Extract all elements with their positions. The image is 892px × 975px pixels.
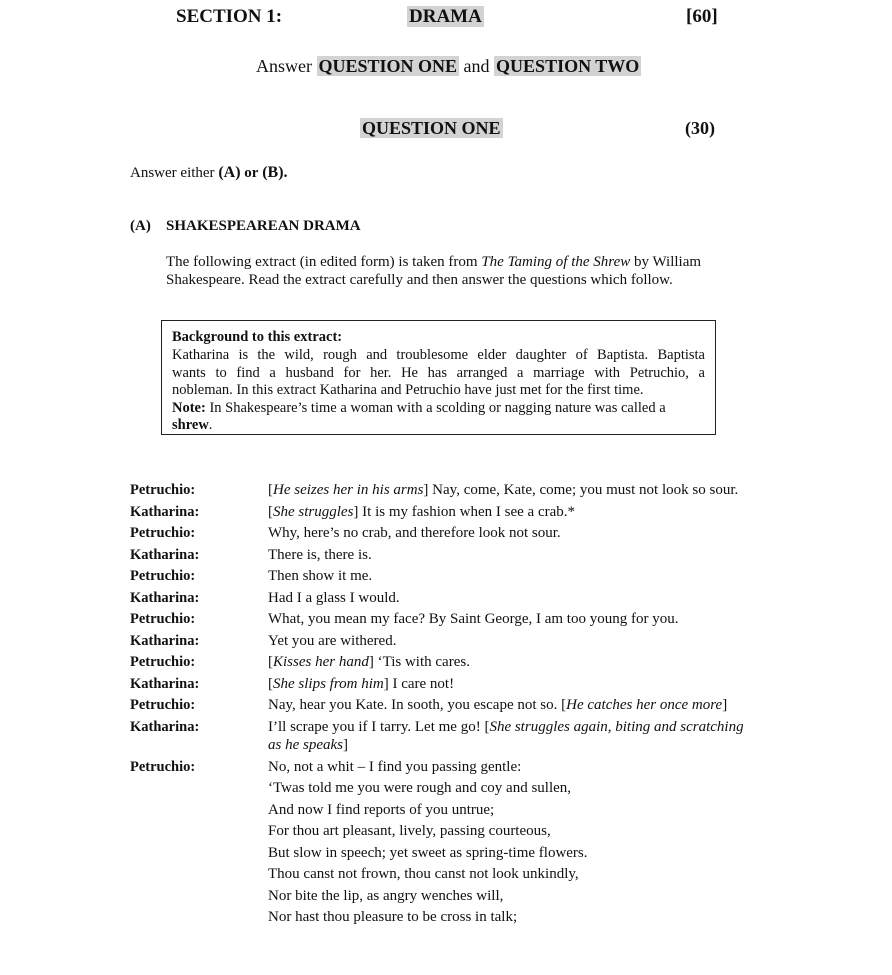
- stage-direction: She slips from him: [273, 676, 384, 692]
- section-title: [407, 6, 484, 28]
- choice-prefix: Answer either: [130, 165, 215, 181]
- line-text: It is my fashion when I see a crab.*: [358, 504, 576, 520]
- background-line-1: Katharina is the wild, rough and troublesome elder daughter of Baptista. Baptista: [172, 347, 705, 363]
- speaker-label: Katharina:: [130, 676, 200, 692]
- dialogue-line: But slow in speech; yet sweet as spring-time flowers.: [268, 845, 588, 861]
- speaker-label: Petruchio:: [130, 759, 196, 775]
- stage-direction: as he speaks: [268, 737, 343, 753]
- question-title-text: QUESTION ONE: [362, 118, 501, 138]
- section-title-text: DRAMA: [409, 6, 482, 27]
- dialogue-line: There is, there is.: [268, 547, 372, 563]
- background-line-2: wants to find a husband for her. He has arranged a marriage with Petruchio, a: [172, 365, 705, 381]
- instruction-q2: QUESTION TWO: [496, 56, 640, 76]
- shrew-word: shrew: [172, 417, 209, 433]
- background-line-3: nobleman. In this extract Katharina and Petruchio have just met for the first time.: [172, 382, 644, 398]
- dialogue-line: ‘Twas told me you were rough and coy and sullen,: [268, 780, 572, 796]
- speaker-label: Petruchio:: [130, 697, 196, 713]
- stage-direction: Kisses her hand: [273, 654, 369, 670]
- dialogue-line: [Kisses her hand] ‘Tis with cares.: [268, 654, 470, 670]
- dialogue-line: Had I a glass I would.: [268, 590, 400, 606]
- line-text: Nay, hear you Kate. In sooth, you escape not so. [: [268, 697, 567, 713]
- play-title: The Taming of the Shrew: [481, 254, 631, 270]
- section-marks: [60]: [686, 6, 718, 27]
- dialogue-line: No, not a whit – I find you passing gentle:: [268, 759, 522, 775]
- speaker-label: Katharina:: [130, 547, 200, 563]
- background-line-4: [172, 399, 705, 417]
- answer-instruction: [256, 56, 641, 77]
- intro-line-2: Shakespeare. Read the extract carefully and then answer the questions which follow.: [166, 272, 673, 288]
- dialogue-line: Nor hast thou pleasure to be cross in talk;: [268, 909, 518, 925]
- background-line-5: [172, 416, 705, 434]
- intro-line-1: [166, 254, 701, 271]
- dialogue-line: Then show it me.: [268, 568, 373, 584]
- part-a-heading: SHAKESPEAREAN DRAMA: [166, 218, 361, 234]
- dialogue-line: For thou art pleasant, lively, passing courteous,: [268, 823, 551, 839]
- choice-b: (B).: [262, 164, 288, 181]
- stage-direction: She struggles: [273, 504, 354, 520]
- speaker-label: Petruchio:: [130, 568, 196, 584]
- stage-direction: She struggles again, biting and scratching: [489, 719, 744, 735]
- dialogue-line: Nor bite the lip, as angry wenches will,: [268, 888, 504, 904]
- dialogue-line: [He seizes her in his arms] Nay, come, Kate, come; you must not look so sour.: [268, 482, 739, 498]
- intro-text: The following extract (in edited form) is taken from: [166, 254, 478, 270]
- instruction-and: and: [463, 56, 490, 76]
- choice-or: or: [244, 165, 259, 181]
- dialogue-line: [She slips from him] I care not!: [268, 676, 455, 692]
- part-a-label: (A): [130, 218, 151, 234]
- intro-author: by William: [633, 254, 702, 270]
- speaker-label: Petruchio:: [130, 611, 196, 627]
- speaker-label: Katharina:: [130, 633, 200, 649]
- dialogue-line: Thou canst not frown, thou canst not look unkindly,: [268, 866, 579, 882]
- dialogue-line-continued: as he speaks]: [268, 737, 348, 753]
- dialogue-line: Yet you are withered.: [268, 633, 397, 649]
- dialogue-line: And now I find reports of you untrue;: [268, 802, 495, 818]
- background-box: [161, 320, 716, 435]
- choice-a: (A): [218, 164, 241, 181]
- instruction-prefix: Answer: [256, 56, 312, 76]
- speaker-label: Petruchio:: [130, 482, 196, 498]
- question-title: [360, 118, 503, 139]
- note-text: In Shakespeare’s time a woman with a scolding or nagging nature was called a: [209, 400, 666, 416]
- line-text: Nay, come, Kate, come; you must not look so sour.: [428, 482, 739, 498]
- shrew-end: .: [208, 417, 213, 433]
- dialogue-line: [268, 719, 744, 736]
- speaker-label: Petruchio:: [130, 654, 196, 670]
- stage-direction: He catches her once more: [566, 697, 723, 713]
- dialogue-line: Why, here’s no crab, and therefore look not sour.: [268, 525, 561, 541]
- section-label: SECTION 1:: [176, 6, 283, 27]
- line-text: ‘Tis with cares.: [373, 654, 470, 670]
- choice-instruction: [130, 164, 288, 182]
- line-text: I’ll scrape you if I tarry. Let me go! [: [268, 719, 490, 735]
- speaker-label: Katharina:: [130, 504, 200, 520]
- instruction-q1: QUESTION ONE: [318, 56, 458, 76]
- speaker-label: Petruchio:: [130, 525, 196, 541]
- dialogue-line: Nay, hear you Kate. In sooth, you escape not so. [He catches her once more]: [268, 697, 728, 713]
- dialogue-line: [She struggles] It is my fashion when I see a crab.*: [268, 504, 576, 520]
- dialogue-line: What, you mean my face? By Saint George, I am too young for you.: [268, 611, 679, 627]
- background-heading: Background to this extract:: [172, 329, 343, 345]
- question-marks: (30): [685, 118, 715, 138]
- line-text: I care not!: [388, 676, 455, 692]
- speaker-label: Katharina:: [130, 719, 200, 735]
- speaker-label: Katharina:: [130, 590, 200, 606]
- stage-direction: He seizes her in his arms: [273, 482, 424, 498]
- note-label: Note:: [172, 400, 206, 416]
